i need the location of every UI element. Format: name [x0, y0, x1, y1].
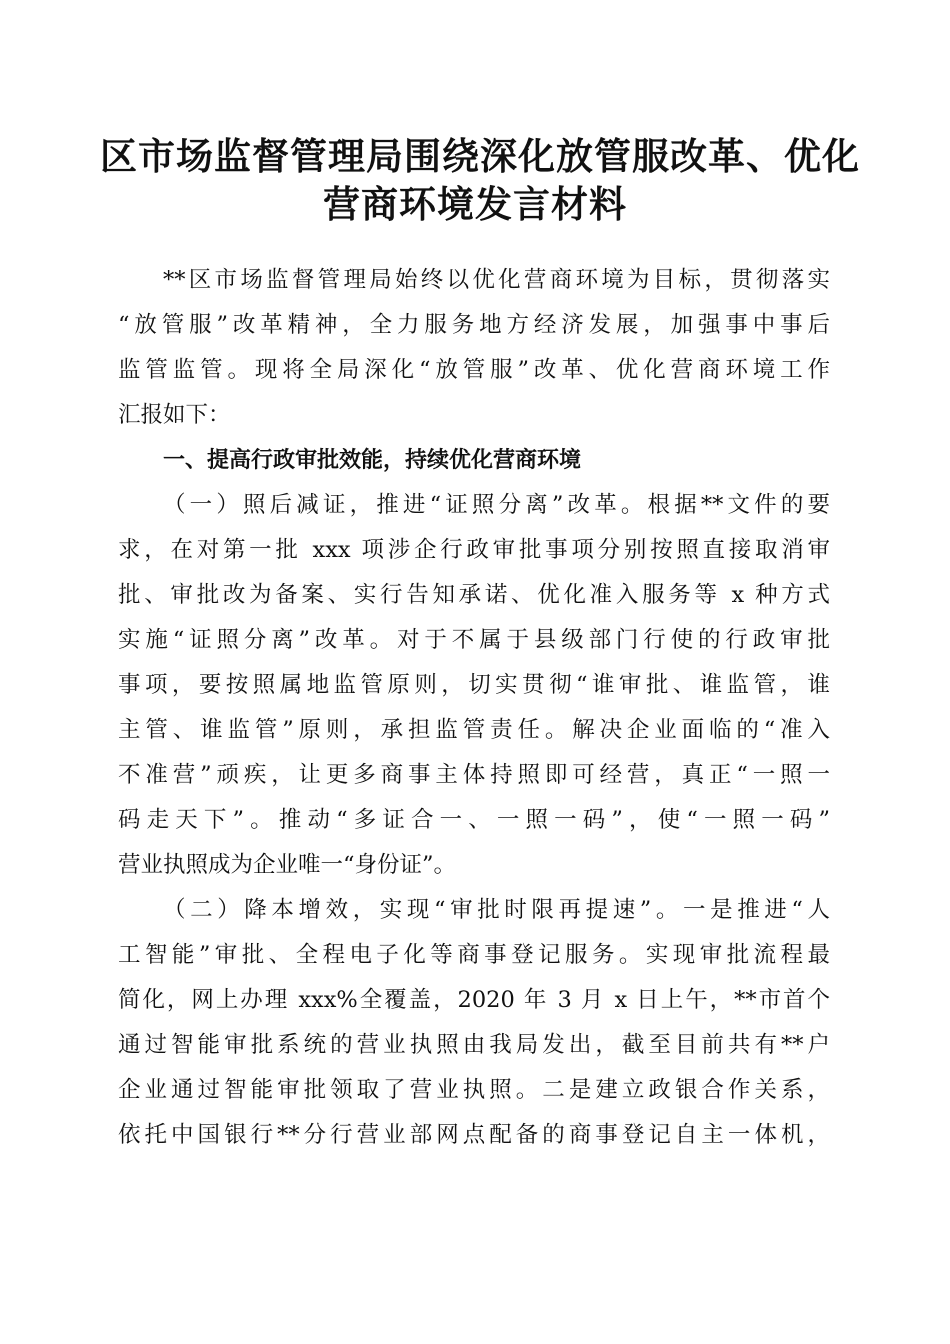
text-line: 监管监管。现将全局深化“放管服”改革、优化营商环境工作: [118, 357, 830, 383]
text-line: 通过智能审批系统的营业执照由我局发出，截至目前共有**户: [118, 1032, 830, 1058]
text-line: **区市场监督管理局始终以优化营商环境为目标，贯彻落实: [163, 267, 830, 293]
text-line: 批、审批改为备案、实行告知承诺、优化准入服务等 x 种方式: [118, 582, 830, 608]
text-line: 汇报如下：: [118, 402, 231, 428]
text-line: 码走天下”。推动“多证合一、一照一码”，使“一照一码”: [118, 807, 830, 833]
text-line: （二）降本增效，实现“审批时限再提速”。一是推进“人: [163, 897, 830, 923]
heading-line: 一、提高行政审批效能，持续优化营商环境: [163, 448, 582, 473]
text-line: 事项，要按照属地监管原则，切实贯彻“谁审批、谁监管，谁: [118, 672, 830, 698]
paragraph-intro: [118, 258, 830, 438]
text-line: 主管、谁监管”原则，承担监管责任。解决企业面临的“准入: [118, 717, 830, 743]
paragraph-section-1-1: [118, 483, 830, 888]
title-line: 区市场监督管理局围绕深化放管服改革、优化: [100, 134, 860, 178]
text-line: （一）照后减证，推进“证照分离”改革。根据**文件的要: [163, 492, 830, 518]
text-line: 工智能”审批、全程电子化等商事登记服务。实现审批流程最: [118, 942, 830, 968]
text-line: 企业通过智能审批领取了营业执照。二是建立政银合作关系，: [118, 1077, 830, 1103]
text-line: 求，在对第一批 xxx 项涉企行政审批事项分别按照直接取消审: [118, 537, 830, 563]
text-line: 依托中国银行**分行营业部网点配备的商事登记自主一体机，: [118, 1122, 830, 1148]
title-line: 营商环境发言材料: [323, 182, 627, 226]
text-line: 实施“证照分离”改革。对于不属于县级部门行使的行政审批: [118, 627, 830, 653]
text-line: “放管服”改革精神，全力服务地方经济发展，加强事中事后: [118, 312, 830, 338]
document-body: [118, 258, 830, 1158]
section-heading: [118, 438, 830, 483]
document-title: [100, 132, 860, 228]
text-line: 营业执照成为企业唯一“身份证”。: [118, 852, 457, 878]
text-line: 简化，网上办理 xxx%全覆盖，2020 年 3 月 x 日上午，**市首个: [118, 987, 830, 1013]
text-line: 不准营”顽疾，让更多商事主体持照即可经营，真正“一照一: [118, 762, 830, 788]
paragraph-section-1-2: [118, 888, 830, 1158]
